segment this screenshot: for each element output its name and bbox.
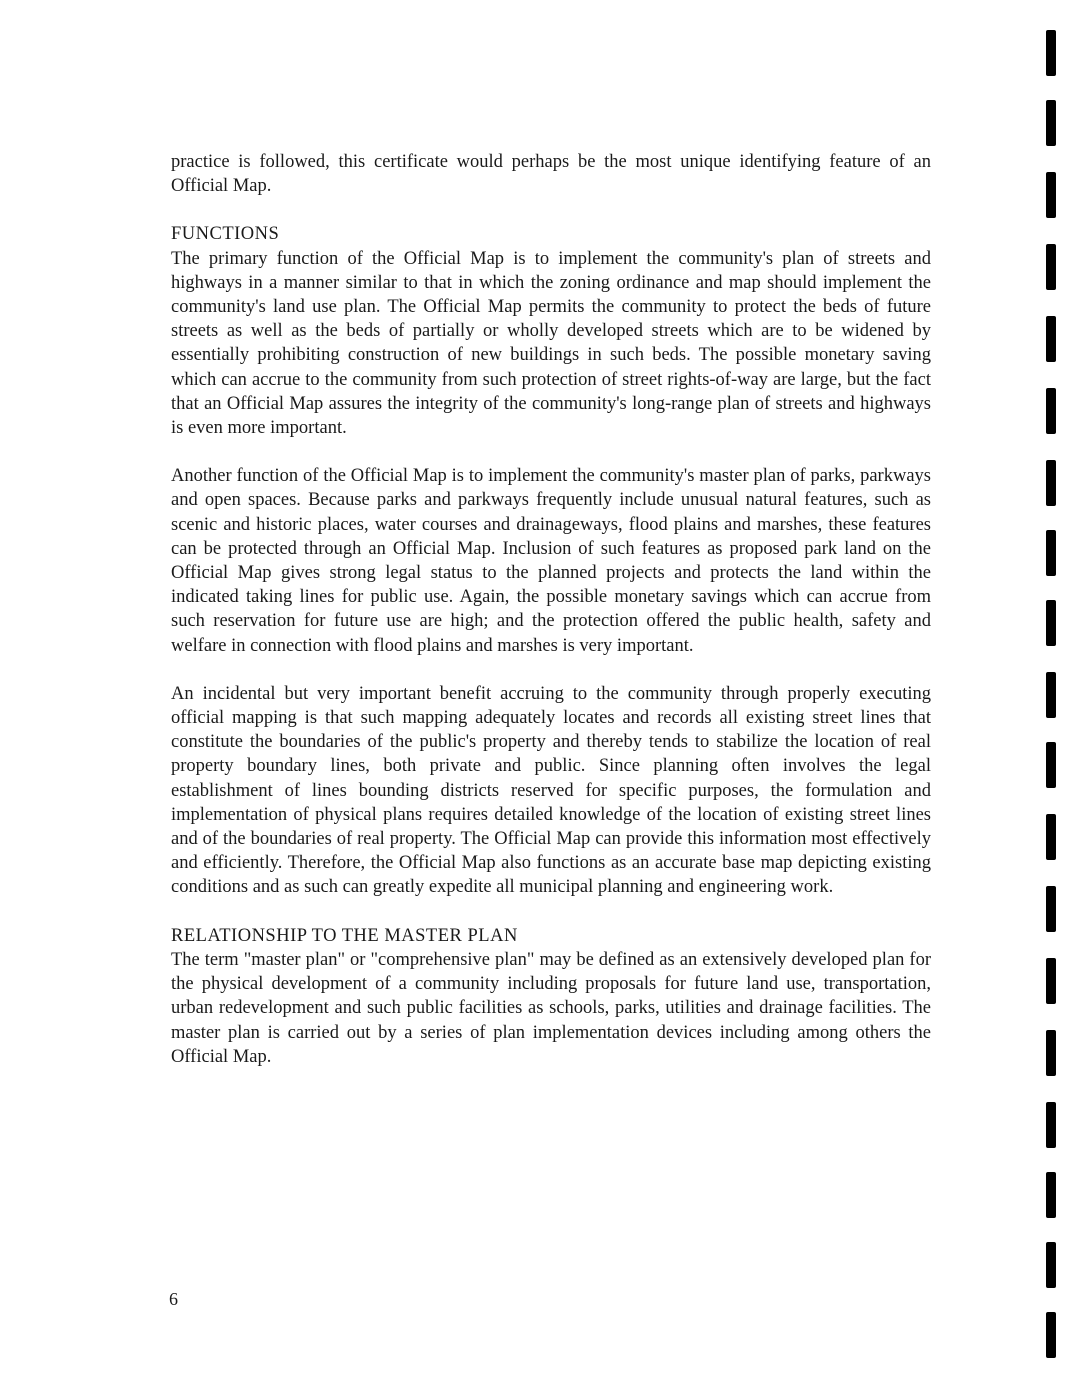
binding-mark [1046, 530, 1056, 576]
binding-mark [1046, 244, 1056, 290]
binding-mark [1046, 742, 1056, 788]
binding-mark [1046, 958, 1056, 1004]
functions-paragraph-1: The primary function of the Official Map is to implement the community's plan of streets and highways in a manner similar to that in which the zoning ordinance and map should implement the community's land use plan. The Official Map permits the community to protect the beds of future streets as well as the beds of partially or wholly developed streets which are to be widened by essentially prohibiting construction of new buildings in such beds. The possible monetary saving which can accrue to the community from such protection of street rights-of-way are large, but the fact that an Official Map assures the integrity of the community's long-range plan of streets and highways is even more important. [171, 248, 931, 439]
binding-mark [1046, 1102, 1056, 1148]
binding-mark [1046, 1030, 1056, 1076]
binding-mark [1046, 814, 1056, 860]
binding-mark [1046, 388, 1056, 434]
binding-mark [1046, 1172, 1056, 1218]
binding-mark [1046, 672, 1056, 718]
relationship-paragraph: The term "master plan" or "comprehensive plan" may be defined as an extensively developed plan for the physical development of a community including proposals for future land use, transportation, urban redevelopment and such public facilities as schools, parks, utilities and drainage facilities. The master plan is carried out by a series of plan implementation devices including among others the Official Map. [171, 949, 931, 1067]
binding-mark [1046, 100, 1056, 146]
binding-marks [1040, 0, 1068, 1380]
functions-paragraph-3: An incidental but very important benefit accruing to the community through properly executing official mapping is that such mapping adequately locates and records all existing street lines that constitute the boundaries of the public's property and thereby tends to stabilize the location of real property boundary lines, both private and public. Since planning often involves the legal establishment of lines bounding districts reserved for specific purposes, the formulation and implementation of physical plans requires detailed knowledge of the location of existing street lines and of the boundaries of real property. The Official Map can provide this information most effectively and efficiently. Therefore, the Official Map also functions as an accurate base map depicting existing conditions and as such can greatly expedite all municipal planning and engineering work. [171, 683, 931, 898]
binding-mark [1046, 1242, 1056, 1288]
binding-mark [1046, 316, 1056, 362]
binding-mark [1046, 886, 1056, 932]
page-body [171, 150, 931, 1093]
binding-mark [1046, 460, 1056, 506]
binding-mark [1046, 172, 1056, 218]
page-number: 6 [169, 1289, 178, 1309]
functions-heading: FUNCTIONS [171, 224, 280, 245]
relationship-heading: RELATIONSHIP TO THE MASTER PLAN [171, 925, 518, 946]
binding-mark [1046, 30, 1056, 76]
binding-mark [1046, 1312, 1056, 1358]
intro-paragraph: practice is followed, this certificate would perhaps be the most unique identifying feature of an Official Map. [171, 152, 931, 197]
binding-mark [1046, 600, 1056, 646]
functions-paragraph-2: Another function of the Official Map is to implement the community's master plan of parks, parkways and open spaces. Because parks and parkways frequently include unusual natural features, such as scenic and historic places, water courses and drainageways, flood plains and marshes, these features can be protected through an Official Map. Inclusion of such features as proposed park land on the Official Map gives strong legal status to the planned projects and protects the land within the indicated taking lines for public use. Again, the possible monetary savings which can accrue from such reservation for future use are high; and the protection offered the public health, safety and welfare in connection with flood plains and marshes is very important. [171, 466, 931, 656]
